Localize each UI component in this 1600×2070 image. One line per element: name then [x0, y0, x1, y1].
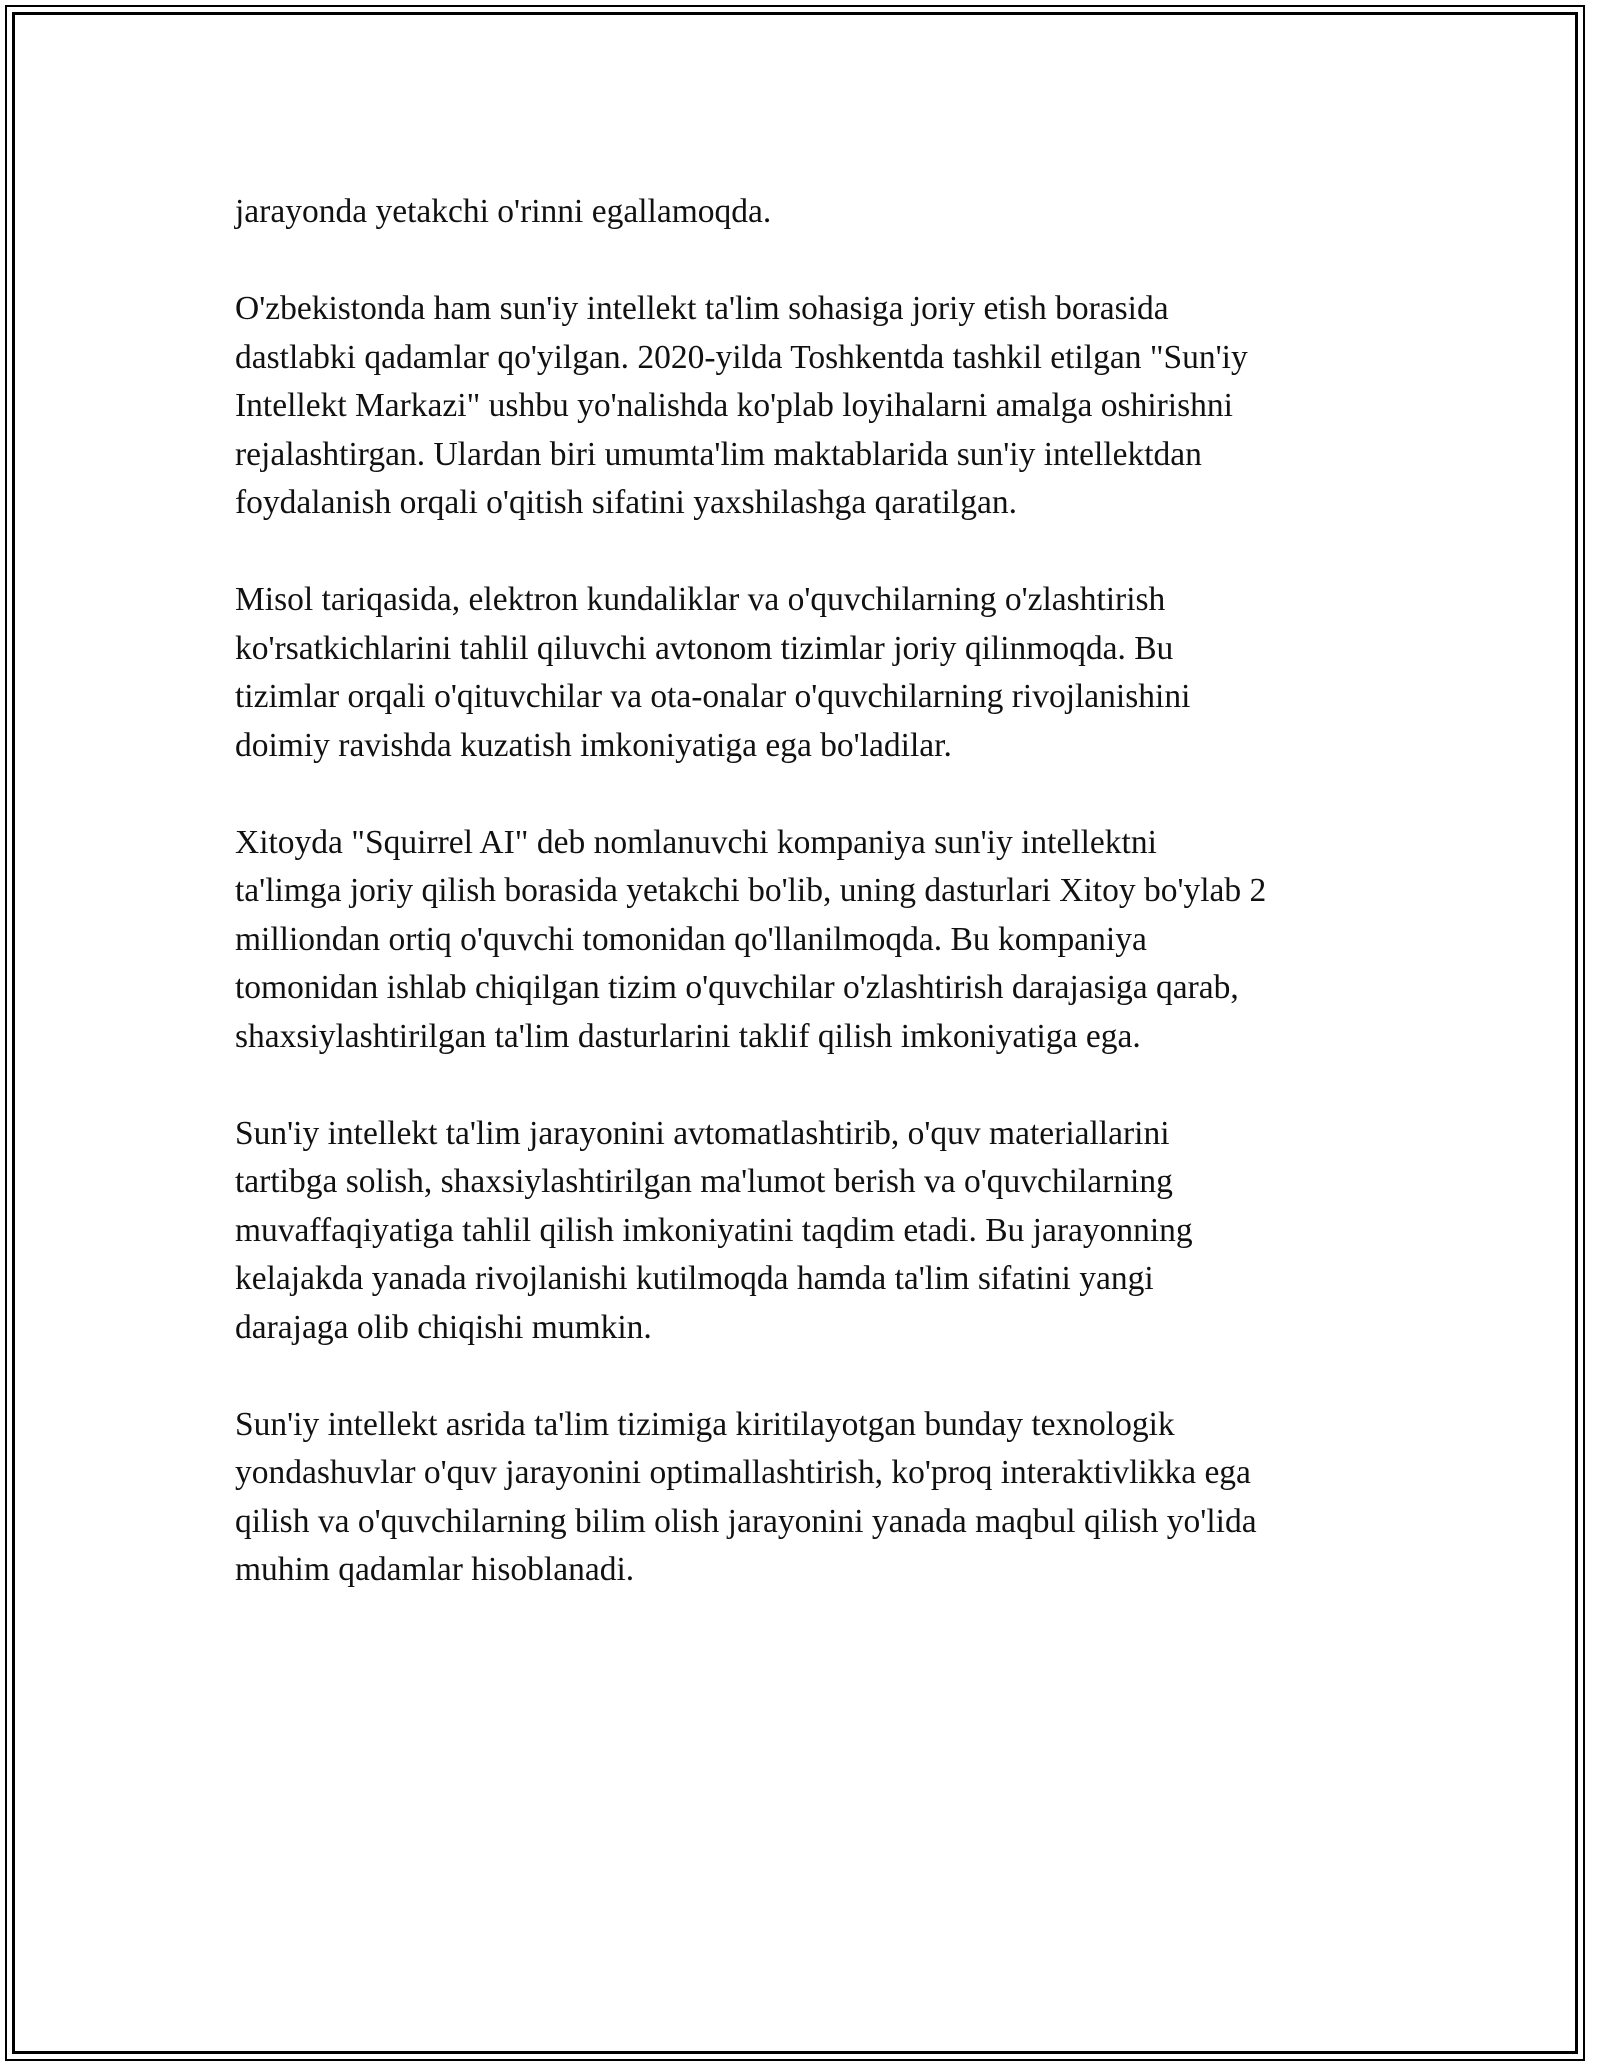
document-body [235, 188, 1395, 1643]
paragraph-squirrel-ai: Xitoyda "Squirrel AI" deb nomlanuvchi kompaniya sun'iy intellektni ta'limga joriy qilish borasida yetakchi bo'lib, uning dasturlari Xitoy bo'ylab 2 milliondan ortiq o'quvchi tomonidan qo'llanilmoqda. Bu kompaniya tomonidan ishlab chiqilgan tizim o'quvchilar o'zlashtirish darajasiga qarab, shaxsiylashtirilgan ta'lim dasturlarini taklif qilish imkoniyatiga ega. [235, 823, 1267, 1055]
paragraph-uzbekistan-ai-center: O'zbekistonda ham sun'iy intellekt ta'lim sohasiga joriy etish borasida dastlabki qadamlar qo'yilgan. 2020-yilda Toshkentda tashkil etilgan "Sun'iy Intellekt Markazi" ushbu yo'nalishda ko'plab loyihalarni amalga oshirishni rejalashtirgan. Ulardan biri umumta'lim maktablarida sun'iy intellektdan foydalanish orqali o'qitish sifatini yaxshilashga qaratilgan. [235, 290, 1248, 521]
paragraph-conclusion: Sun'iy intellekt asrida ta'lim tizimiga kiritilayotgan bunday texnologik yondashuvlar o'quv jarayonini optimallashtirish, ko'proq interaktivlikka ega qilish va o'quvchilarning bilim olish jarayonini yanada maqbul qilish yo'lida muhim qadamlar hisoblanadi. [235, 1405, 1257, 1588]
paragraph-continuation: jarayonda yetakchi o'rinni egallamoqda. [235, 193, 772, 230]
paragraph-automation: Sun'iy intellekt ta'lim jarayonini avtomatlashtirib, o'quv materiallarini tartibga solish, shaxsiylashtirilgan ma'lumot berish va o'quvchilarning muvaffaqiyatiga tahlil qilish imkoniyatini taqdim etadi. Bu jarayonning kelajakda yanada rivojlanishi kutilmoqda hamda ta'lim sifatini yangi darajaga olib chiqishi mumkin. [235, 1114, 1193, 1346]
paragraph-electronic-diaries: Misol tariqasida, elektron kundaliklar va o'quvchilarning o'zlashtirish ko'rsatkichlarini tahlil qiluvchi avtonom tizimlar joriy qilinmoqda. Bu tizimlar orqali o'qituvchilar va ota-onalar o'quvchilarning rivojlanishini doimiy ravishda kuzatish imkoniyatiga ega bo'ladilar. [235, 581, 1191, 764]
